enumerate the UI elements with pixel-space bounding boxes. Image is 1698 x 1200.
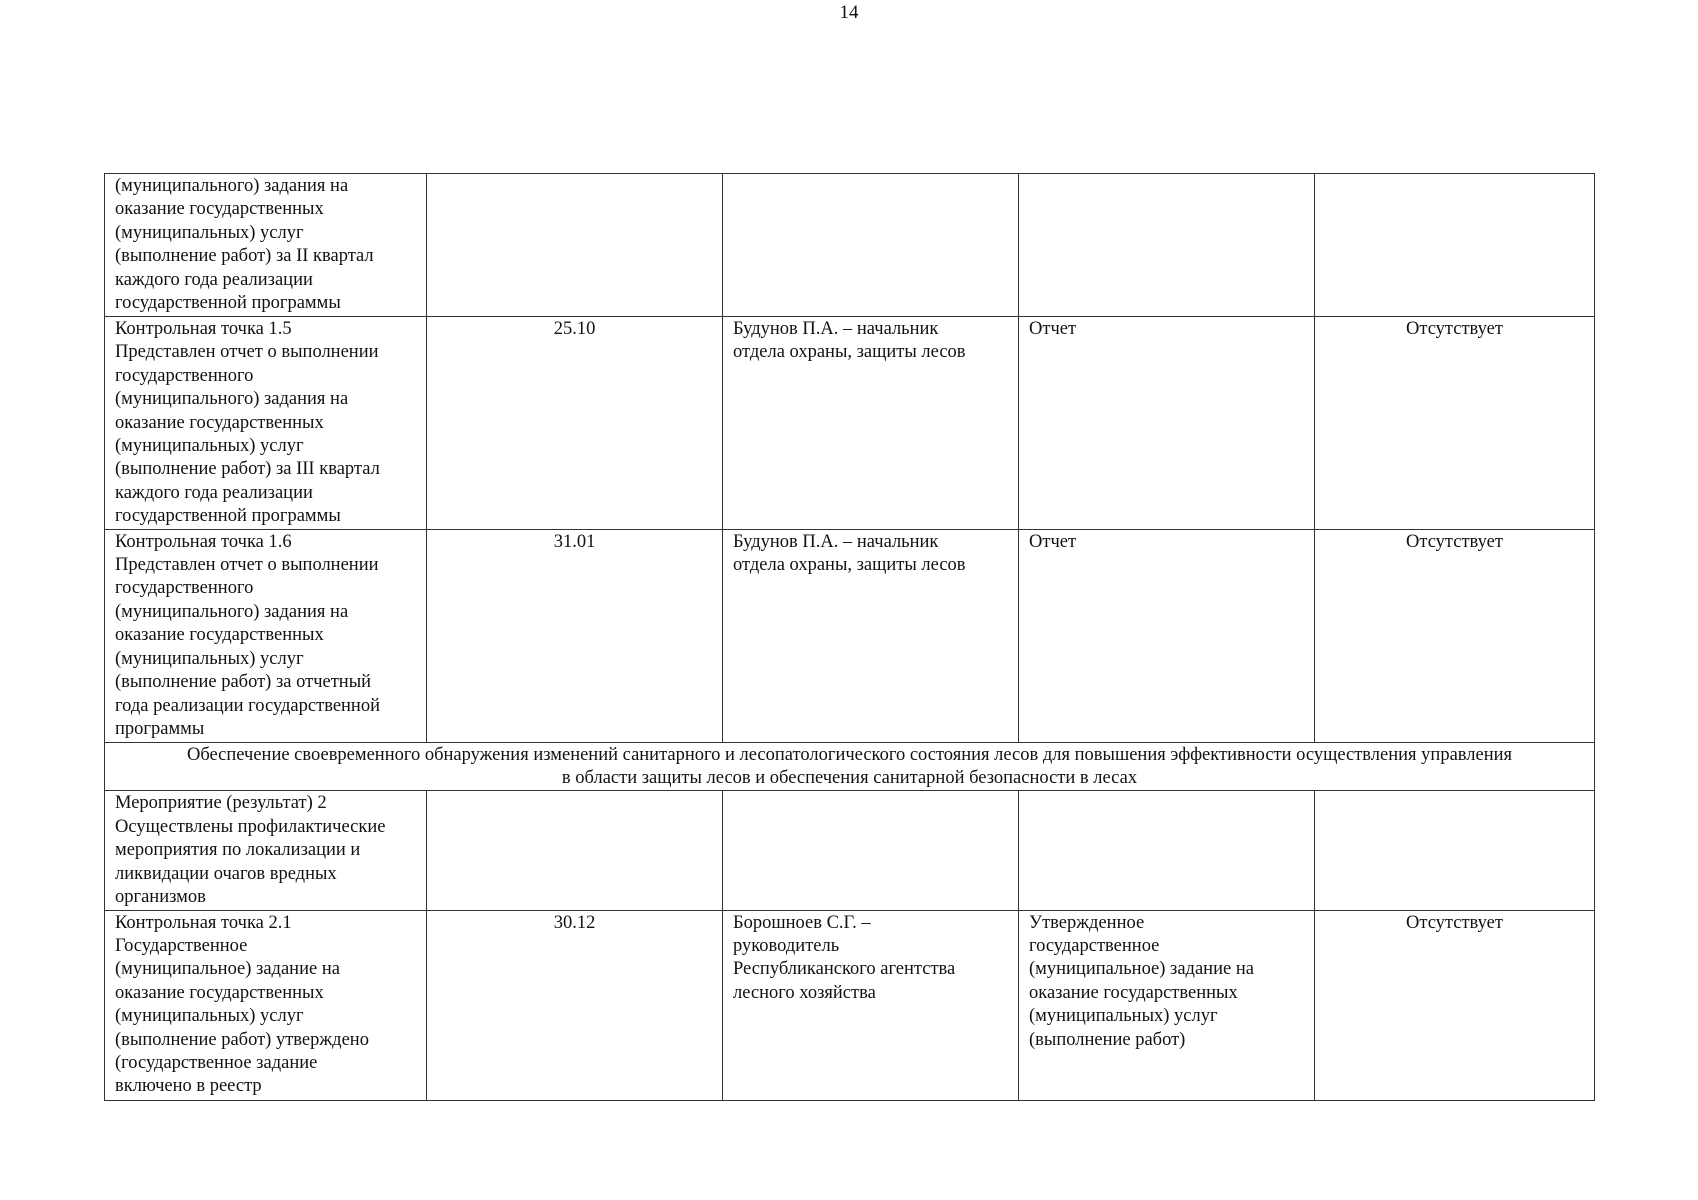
responsible-cell: Борошноев С.Г. – руководитель Республиканского агентства лесного хозяйства (723, 910, 1019, 1100)
result-cell: Утвержденное государственное (муниципальное) задание на оказание государственных (муниципальных) услуг (выполнение работ) (1019, 910, 1315, 1100)
note-cell: Отсутствует (1315, 317, 1595, 530)
note-cell (1315, 791, 1595, 910)
result-cell: Отчет (1019, 529, 1315, 742)
date-cell: 31.01 (427, 529, 723, 742)
date-cell: 30.12 (427, 910, 723, 1100)
page-number: 14 (839, 2, 859, 23)
date-cell (427, 791, 723, 910)
item-cell: Контрольная точка 1.6 Представлен отчет о выполнении государственного (муниципального) задания на оказание государственных (муниципальных) услуг (выполнение работ) за отчетный года реализации государственной программы (105, 529, 427, 742)
item-cell: Контрольная точка 1.5 Представлен отчет о выполнении государственного (муниципального) задания на оказание государственных (муниципальных) услуг (выполнение работ) за III квартал каждого года реализации государственной программы (105, 317, 427, 530)
date-cell (427, 174, 723, 317)
result-cell (1019, 791, 1315, 910)
note-cell: Отсутствует (1315, 910, 1595, 1100)
section-heading: Обеспечение своевременного обнаружения изменений санитарного и лесопатологического состояния лесов для повышения эффективности осуществления управления в области защиты лесов и обеспечения санитарной безопасности в лесах (105, 742, 1595, 791)
item-cell: (муниципального) задания на оказание государственных (муниципальных) услуг (выполнение работ) за II квартал каждого года реализации государственной программы (105, 174, 427, 317)
responsible-cell (723, 791, 1019, 910)
table-row (105, 317, 1595, 530)
responsible-cell: Будунов П.А. – начальник отдела охраны, защиты лесов (723, 529, 1019, 742)
result-cell (1019, 174, 1315, 317)
result-cell: Отчет (1019, 317, 1315, 530)
item-cell: Контрольная точка 2.1 Государственное (муниципальное) задание на оказание государственных (муниципальных) услуг (выполнение работ) утверждено (государственное задание включено в реестр (105, 910, 427, 1100)
table-row (105, 529, 1595, 742)
note-cell (1315, 174, 1595, 317)
item-cell: Мероприятие (результат) 2 Осуществлены профилактические мероприятия по локализации и ликвидации очагов вредных организмов (105, 791, 427, 910)
note-cell: Отсутствует (1315, 529, 1595, 742)
plan-table (104, 173, 1595, 1101)
table-row (105, 791, 1595, 910)
table-row (105, 174, 1595, 317)
date-cell: 25.10 (427, 317, 723, 530)
responsible-cell (723, 174, 1019, 317)
section-heading-row (105, 742, 1595, 791)
responsible-cell: Будунов П.А. – начальник отдела охраны, защиты лесов (723, 317, 1019, 530)
table-row (105, 910, 1595, 1100)
